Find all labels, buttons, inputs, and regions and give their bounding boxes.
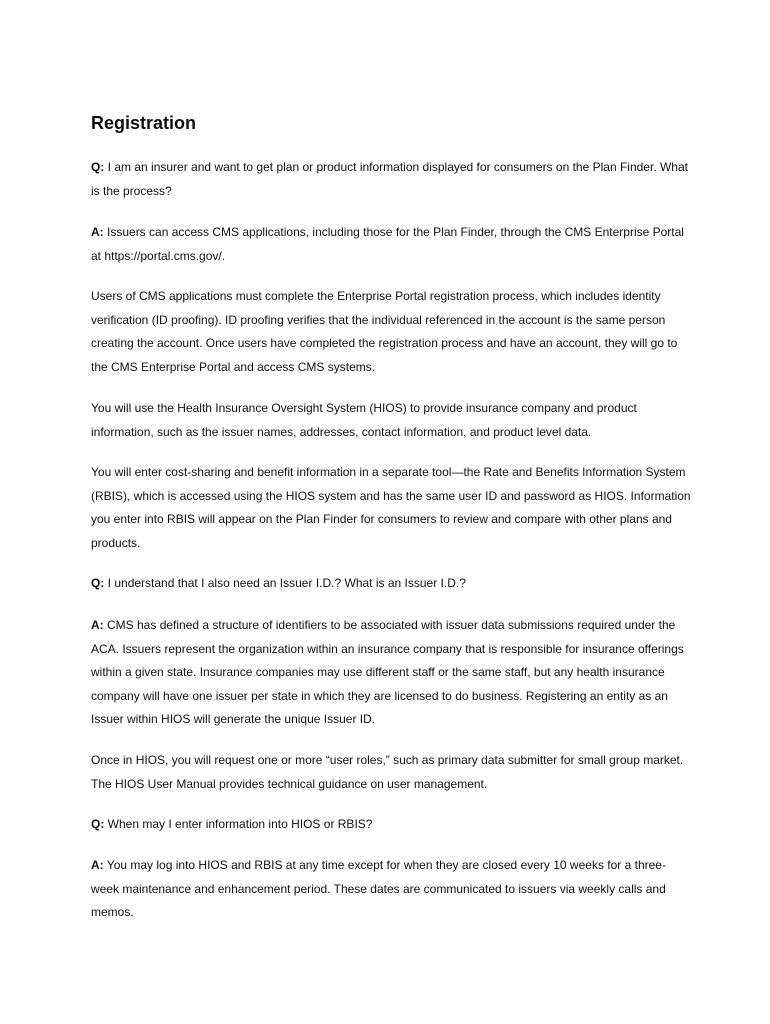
question-label: Q:: [91, 576, 105, 590]
paragraph-text: You will enter cost-sharing and benefit information in a separate tool—the Rate and Benefits Information System (RBIS), which is accessed using the HIOS system and has the same user ID and password as HIOS. Information you enter into RBIS will appear on the Plan Finder for consumers to review and compare with other plans and products.: [91, 465, 691, 550]
paragraph-text: Once in HIOS, you will request one or more “user roles,” such as primary data submitter for small group market. The HIOS User Manual provides technical guidance on user management.: [91, 753, 684, 791]
question-label: Q:: [91, 817, 105, 831]
paragraph-text: Users of CMS applications must complete the Enterprise Portal registration process, which includes identity verification (ID proofing). ID proofing verifies that the individual referenced in the account is the same person creating the account. Once users have completed the registration process and have an account, they will go to the CMS Enterprise Portal and access CMS systems.: [91, 289, 678, 374]
answer-label: A:: [91, 225, 104, 239]
answer-paragraph: [91, 614, 691, 732]
question-label: Q:: [91, 160, 105, 174]
body-paragraph: [91, 461, 691, 555]
answer-paragraph: [91, 221, 691, 268]
paragraph-text: CMS has defined a structure of identifiers to be associated with issuer data submissions required under the ACA. Issuers represent the organization within an insurance company that is responsible for insurance offerings within a given state. Insurance companies may use different staff or the same staff, but any health insurance company will have one issuer per state in which they are licensed to do business. Registering an entity as an Issuer within HIOS will generate the unique Issuer ID.: [91, 618, 684, 726]
answer-paragraph: [91, 854, 691, 925]
question-paragraph: [91, 572, 691, 596]
paragraph-text: You may log into HIOS and RBIS at any time except for when they are closed every 10 weeks for a three-week maintenance and enhancement period. These dates are communicated to issuers via weekly calls and memos.: [91, 858, 666, 919]
answer-label: A:: [91, 858, 104, 872]
body-paragraph: [91, 397, 691, 444]
question-paragraph: [91, 156, 691, 203]
body-paragraph: [91, 749, 691, 796]
paragraph-text: You will use the Health Insurance Oversight System (HIOS) to provide insurance company and product information, such as the issuer names, addresses, contact information, and product level data.: [91, 401, 637, 439]
body-paragraph: [91, 285, 691, 379]
paragraph-text: I am an insurer and want to get plan or product information displayed for consumers on the Plan Finder. What is the process?: [91, 160, 688, 198]
paragraph-text: I understand that I also need an Issuer I.D.? What is an Issuer I.D.?: [104, 576, 466, 590]
paragraph-text: When may I enter information into HIOS or RBIS?: [104, 817, 373, 831]
paragraph-text: Issuers can access CMS applications, including those for the Plan Finder, through the CMS Enterprise Portal at https://portal.cms.gov/.: [91, 225, 684, 263]
question-paragraph: [91, 813, 691, 837]
page-title: Registration: [91, 113, 197, 133]
answer-label: A:: [91, 618, 104, 632]
